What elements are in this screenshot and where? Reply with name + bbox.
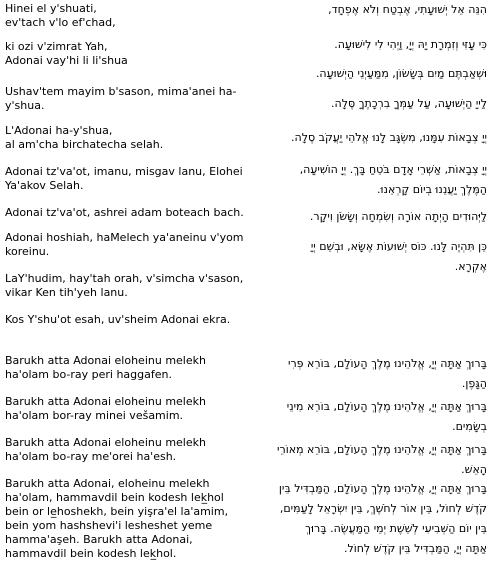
verse-8-hebrew: כֵּן תִּהְיֶה לָּנוּ. כּוֹס יְשׁוּעוֹת אֶשָּׂא, וּבְשֵׁם יְיָ אֶקְרָא. — [310, 240, 487, 273]
blessing-wine-english: Barukh atta Adonai eloheinu melekh ha'olam bo-ray peri haggafen. — [5, 354, 206, 381]
verse-5-hebrew: יְיָ צְבָאוֹת עִמָּנוּ, מִשְׂגָּב לָנוּ אֱלֹהֵי יַעֲקֹב סֶלָה. — [291, 131, 487, 144]
blessing-spices-hebrew: בָּרוּךְ אַתָּה יְיָ, אֱלֹהֵינוּ מֶלֶךְ הָעוֹלָם, בּוֹרֵא מִינֵי בְשָׂמִים. — [286, 400, 487, 433]
verse-9-english: Kos Y'shu'ot esah, uv'sheim Adonai ekra. — [5, 313, 231, 326]
blessing-havdalah-english: Barukh atta Adonai, eloheinu melekh ha'olam, hammavdil bein kodesh lek̲hol bein or le̲hoshekh, bein yişra'el la'amim, bein yom hashshevi'i lesheshet yeme hamma'aşeh. Barukh atta Adonai, hammavdil bein kodesh lek̲hol. — [5, 477, 229, 560]
blessing-wine-hebrew: בָּרוּךְ אַתָּה יְיָ, אֱלֹהֵינוּ מֶלֶךְ הָעוֹלָם, בּוֹרֵא פְּרִי הַגָּפֶן. — [288, 357, 487, 390]
verse-7-hebrew: לַיְּהוּדִים הָיְתָה אוֹרָה וְשִׂמְחָה וְשָׂשֹׂן וִיקָר. — [309, 210, 487, 223]
blessing-fire-english: Barukh atta Adonai eloheinu melekh ha'olam bo-ray me'orei ha'esh. — [5, 436, 206, 463]
verse-6-english: Adonai tz'va'ot, ashrei adam boteach bach. — [5, 206, 244, 219]
verse-4-english: L'Adonai ha-y'shua, al am'cha birchatecha selah. — [5, 124, 164, 151]
blessing-havdalah-hebrew: בָּרוּךְ אַתָּה יְיָ, אֱלֹהֵינוּ מֶלֶךְ הָעוֹלָם, הַמַּבְדִּיל בֵּין קֹדֶשׁ לְחוֹל, בֵּין אוֹר לְחֹשֶׁךְ, בֵּין יִשְׂרָאֵל לָעַמִּים, בֵּין יוֹם הַשְּׁבִיעִי לְשֵׁשֶׁת יְמֵי הַמַּעֲשֶׂה. בָּרוּךְ אַתָּה יְיָ, הַמַּבְדִּיל בֵּין קֹדֶשׁ לְחוֹל. — [278, 482, 487, 555]
verse-4-hebrew: לַייָ הַיְשׁוּעָה, עַל עַמְּךָ בִרְכָתֶךָ סֶּלָה. — [331, 97, 487, 110]
verse-5-english: Adonai tz'va'ot, imanu, misgav lanu, Elohei Ya'akov Selah. — [5, 165, 243, 192]
verse-2-english: ki ozi v'zimrat Yah, Adonai vay'hi li li'shua — [5, 40, 128, 67]
blessing-spices-english: Barukh atta Adonai eloheinu melekh ha'olam bor-ray minei vešamim. — [5, 395, 206, 422]
verse-3-english: Ushav'tem mayim b'sason, mima'anei ha- y'shua. — [5, 85, 237, 112]
blessing-fire-hebrew: בָּרוּךְ אַתָּה יְיָ, אֱלֹהֵינוּ מֶלֶךְ הָעוֹלָם, בּוֹרֵא מְאוֹרֵי הָאֵשׁ. — [277, 443, 487, 476]
verse-1-hebrew: הִנֵּה אֵל יְשׁוּעָתִי, אֶבְטַח וְלֹא אֶפְחָד, — [328, 3, 487, 16]
verse-1-english: Hinei el y'shuati, ev'tach v'lo ef'chad, — [5, 2, 116, 29]
verse-2-hebrew: כִּי עָזִּי וְזִמְרָת יָהּ יְיָ, וַיְהִי לִי לִישׁוּעָה. — [334, 38, 487, 51]
verse-8-english: LaY'hudim, hay'tah orah, v'simcha v'sason, vikar Ken tih'yeh lanu. — [5, 272, 244, 299]
verse-7-english: Adonai hoshiah, haMelech ya'aneinu v'yom koreinu. — [5, 231, 244, 258]
verse-6-hebrew: יְיָ צְבָאוֹת, אַשְׁרֵי אָדָם בֹּטֵחַ בָּךְ. יְיָ הוֹשִׁיעָה, הַמֶּלֶךְ יַעֲנֵנוּ בְיוֹם קָרְאֵנוּ. — [299, 163, 487, 196]
verse-3-hebrew: וּשְׁאַבְתֶּם מַיִם בְּשָׂשׂוֹן, מִמַּעַיְנֵי הַיְשׁוּעָה. — [315, 67, 487, 80]
